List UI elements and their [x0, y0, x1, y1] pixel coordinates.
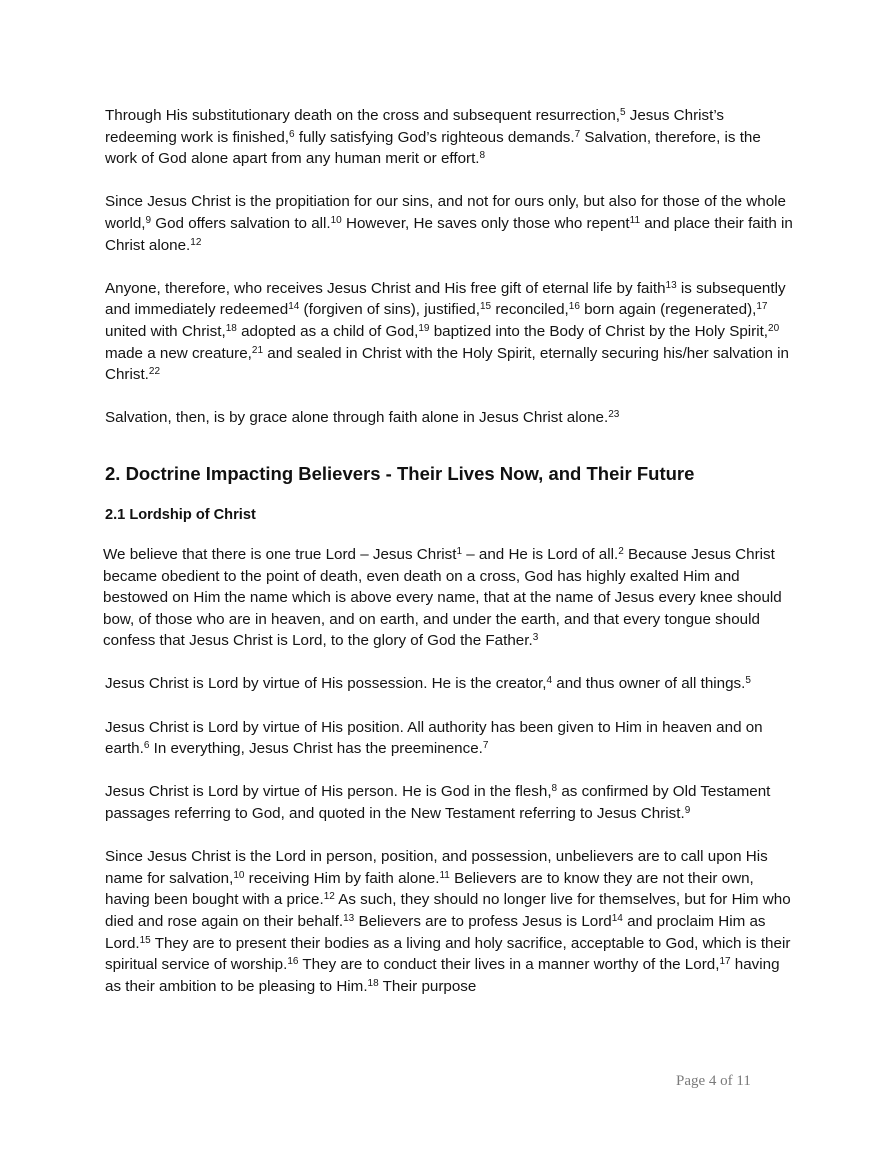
paragraph-text: baptized into the Body of Christ by the Holy Spirit,	[429, 322, 769, 340]
paragraph-text: However, He saves only those who repent	[341, 214, 630, 232]
footnote-reference: 18	[367, 977, 379, 989]
footnote-reference: 11	[629, 214, 641, 226]
paragraph-text: We believe that there is one true Lord – Jesus Christ	[103, 545, 457, 563]
footnote-reference: 4	[546, 675, 553, 687]
paragraph-text: and proclaim Him as Lord.	[105, 913, 766, 952]
body-paragraph	[105, 781, 795, 824]
footnote-reference: 22	[148, 366, 161, 378]
footnote-reference: 1	[456, 545, 462, 557]
paragraph-text: In everything, Jesus Christ has the preeminence.	[149, 740, 483, 758]
paragraph-text: They are to present their bodies as a living and holy sacrifice, acceptable to God, which is their spiritual service of worship.	[105, 934, 791, 974]
paragraph-text: born again (regenerated),	[579, 301, 757, 319]
footnote-reference: 16	[568, 301, 580, 313]
paragraph-text: Salvation, then, is by grace alone through faith alone in Jesus Christ alone.	[105, 409, 609, 427]
paragraph-text: Believers are to know they are not their own, having been bought with a price.	[105, 869, 754, 909]
footnote-reference: 14	[288, 301, 300, 313]
footnote-reference: 6	[143, 740, 150, 752]
paragraph-text: Their purpose	[378, 977, 477, 995]
paragraph-text: reconciled,	[491, 301, 569, 319]
footnote-reference: 5	[745, 675, 751, 687]
paragraph-text: adopted as a child of God,	[236, 322, 419, 340]
section-heading: 2. Doctrine Impacting Believers - Their Lives Now, and Their Future	[105, 462, 695, 484]
paragraph-text: Anyone, therefore, who receives Jesus Christ and His free gift of eternal life by faith	[105, 279, 666, 297]
paragraph-text: God offers salvation to all.	[151, 214, 331, 232]
page-number-footer: Page 4 of 11	[676, 1073, 751, 1089]
footnote-reference: 8	[479, 150, 486, 162]
paragraph-text: Jesus Christ is Lord by virtue of His possession. He is the creator,	[105, 675, 547, 693]
footnote-reference: 2	[618, 545, 624, 557]
footnote-reference: 21	[251, 344, 264, 356]
footnote-reference: 10	[330, 214, 342, 226]
footnote-reference: 7	[574, 128, 581, 140]
footnote-reference: 16	[287, 956, 299, 968]
body-paragraph	[105, 105, 795, 170]
subsection-heading: 2.1 Lordship of Christ	[105, 506, 256, 523]
footnote-reference: 17	[719, 956, 731, 968]
body-paragraph	[105, 407, 795, 429]
footnote-reference: 6	[289, 128, 295, 140]
paragraph-text: Jesus Christ’s redeeming work is finished,	[105, 107, 725, 146]
paragraph-text: Salvation, therefore, is the work of God alone apart from any human merit or effort.	[105, 128, 761, 168]
footnote-reference: 3	[532, 632, 539, 644]
paragraph-text: and place their faith in Christ alone.	[105, 214, 793, 254]
footnote-reference: 12	[323, 891, 335, 903]
paragraph-text: having as their ambition to be pleasing to Him.	[105, 956, 780, 995]
paragraph-text: As such, they should no longer live for themselves, but for Him who died and rose again on their behalf.	[105, 891, 791, 930]
footnote-reference: 9	[145, 214, 152, 226]
footnote-reference: 18	[225, 322, 237, 334]
footnote-reference: 7	[482, 740, 489, 752]
paragraph-text: and sealed in Christ with the Holy Spirit, eternally securing his/her salvation in Christ.	[105, 344, 789, 384]
paragraph-text: united with Christ,	[105, 322, 226, 340]
paragraph-text: Because Jesus Christ became obedient to the point of death, even death on a cross, God has highly exalted Him and bestowed on Him the name which is above every name, that at the name of Jesus every knee should bow, of those who are in heaven, and on earth, and under the earth, and that every tongue should confess that Jesus Christ is Lord, to the glory of God the Father.	[103, 545, 782, 650]
body-paragraph	[105, 278, 795, 386]
footnote-reference: 11	[439, 869, 450, 881]
paragraph-text: fully satisfying God’s righteous demands.	[294, 128, 575, 146]
paragraph-text: and thus owner of all things.	[552, 675, 746, 693]
footnote-reference: 23	[608, 409, 620, 421]
footnote-reference: 15	[479, 301, 492, 313]
paragraph-text: Believers are to profess Jesus is Lord	[354, 913, 612, 930]
paragraph-text: as confirmed by Old Testament passages referring to God, and quoted in the New Testament referring to Jesus Christ.	[105, 783, 771, 823]
paragraph-text: They are to conduct their lives in a manner worthy of the Lord,	[298, 956, 720, 974]
body-paragraph	[103, 544, 795, 652]
body-paragraph	[105, 191, 795, 256]
paragraph-text: Jesus Christ is Lord by virtue of His person. He is God in the flesh,	[105, 783, 552, 801]
paragraph-text: Through His substitutionary death on the cross and subsequent resurrection,	[105, 107, 620, 124]
body-paragraph	[105, 673, 795, 695]
footnote-reference: 17	[756, 301, 768, 313]
paragraph-text: – and He is Lord of all.	[462, 545, 619, 563]
body-paragraph	[105, 846, 795, 997]
footnote-reference: 15	[139, 934, 151, 946]
paragraph-text: (forgiven of sins), justified,	[299, 301, 480, 319]
footnote-reference: 13	[665, 279, 677, 291]
paragraph-text: Since Jesus Christ is the Lord in person, position, and possession, unbelievers are to call upon His name for salvation,	[105, 848, 768, 887]
footnote-reference: 13	[343, 913, 355, 924]
paragraph-text: Jesus Christ is Lord by virtue of His position. All authority has been given to Him in heaven and on earth.	[105, 718, 763, 758]
page-body	[105, 105, 795, 1019]
paragraph-text: is subsequently and immediately redeemed	[105, 279, 786, 319]
paragraph-text: receiving Him by faith alone.	[244, 869, 440, 887]
footnote-reference: 19	[418, 322, 430, 334]
footnote-reference: 12	[190, 236, 202, 248]
salvation-paragraphs	[105, 105, 795, 429]
footnote-reference: 5	[619, 107, 626, 118]
body-paragraph	[105, 717, 795, 760]
footnote-reference: 8	[551, 783, 558, 795]
footnote-reference: 9	[684, 805, 691, 817]
footnote-reference: 14	[611, 913, 623, 924]
lordship-paragraphs	[105, 544, 795, 997]
footnote-reference: 10	[233, 869, 245, 881]
footnote-reference: 20	[768, 322, 780, 334]
paragraph-text: made a new creature,	[105, 344, 252, 362]
paragraph-text: Since Jesus Christ is the propitiation for our sins, and not for ours only, but also for those of the whole world,	[105, 193, 786, 232]
